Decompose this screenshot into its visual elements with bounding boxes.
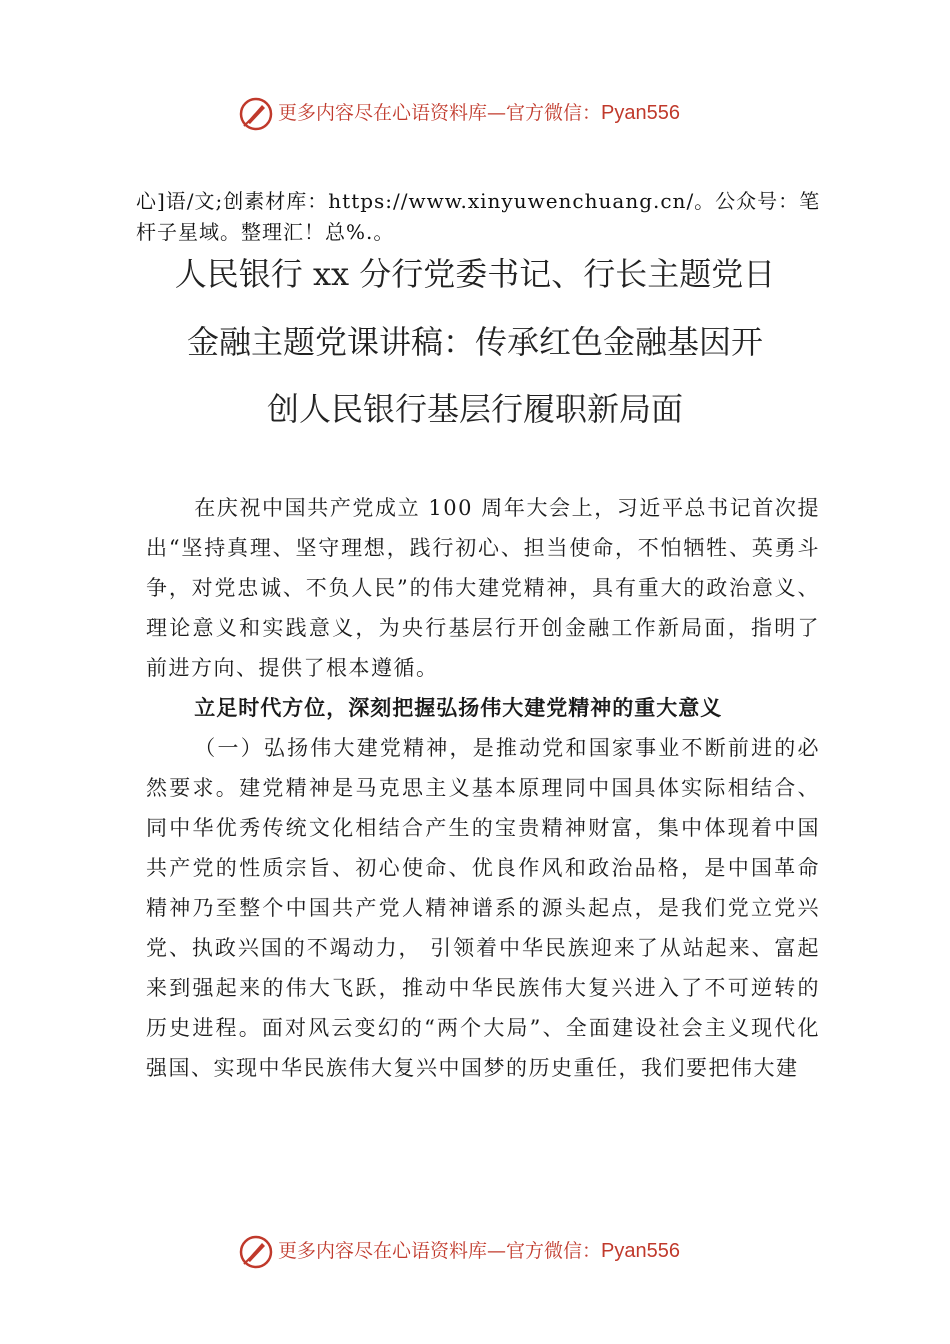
paragraph-intro: 在庆祝中国共产党成立 100 周年大会上，习近平总书记首次提出“坚持真理、坚守理想，践行初心、担当使命，不怕牺牲、英勇斗争，对党忠诚、不负人民”的伟大建党精神，具有重大的政治意义、理论意义和实践意义，为央行基层行开创金融工作新局面，指明了前进方向、提供了根本遵循。 xyxy=(146,496,820,680)
title-line-3: 创人民银行基层行履职新局面 xyxy=(266,390,683,428)
banner-slogan: 更多内容尽在心语资料库—官方微信： xyxy=(278,102,602,124)
footer-banner xyxy=(0,1232,950,1272)
banner-slogan: 更多内容尽在心语资料库—官方微信： xyxy=(278,1240,602,1262)
quill-seal-icon xyxy=(238,1234,274,1270)
title-line-2: 金融主题党课讲稿：传承红色金融基因开 xyxy=(186,323,763,361)
source-line: 心]语/文;创素材库：https://www.xinyuwenchuang.cn/。公众号：笔杆子星域。整理汇！总%.。 xyxy=(136,189,821,244)
banner-handle: Pyan556 xyxy=(601,102,680,124)
document-body xyxy=(146,488,820,1088)
title-line-1: 人民银行 xx 分行党委书记、行长主题党日 xyxy=(174,255,776,293)
banner-handle: Pyan556 xyxy=(601,1240,680,1262)
header-banner xyxy=(0,94,950,134)
banner-text xyxy=(278,100,680,126)
paragraph-section-1: （一）弘扬伟大建党精神，是推动党和国家事业不断前进的必然要求。建党精神是马克思主义基本原理同中国具体实际相结合、同中华优秀传统文化相结合产生的宝贵精神财富，集中体现着中国共产党的性质宗旨、初心使命、优良作风和政治品格，是中国革命精神乃至整个中国共产党人精神谱系的源头起点，是我们党立党兴党、执政兴国的不竭动力， 引领着中华民族迎来了从站起来、富起来到强起来的伟大飞跃，推动中华民族伟大复兴进入了不可逆转的历史进程。面对风云变幻的“两个大局”、全面建设社会主义现代化强国、实现中华民族伟大复兴中国梦的历史重任，我们要把伟大建 xyxy=(146,736,820,1080)
banner-text xyxy=(278,1238,680,1264)
quill-seal-icon xyxy=(238,96,274,132)
section-heading: 立足时代方位，深刻把握弘扬伟大建党精神的重大意义 xyxy=(194,696,723,720)
